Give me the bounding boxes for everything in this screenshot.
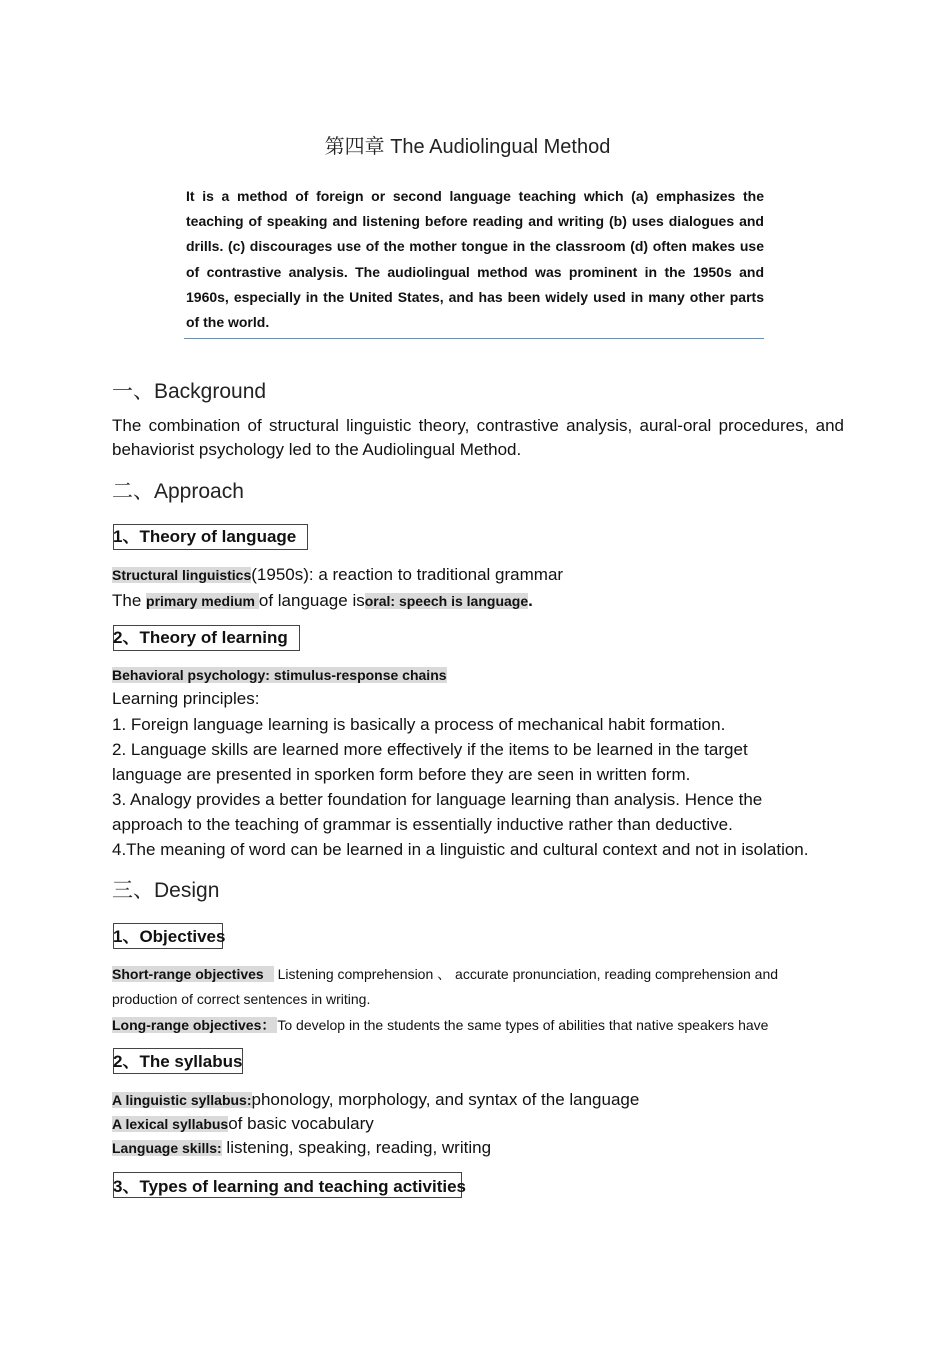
- principle-4: 4.The meaning of word can be learned in a linguistic and cultural context and not in isolation.: [112, 840, 809, 859]
- objectives-heading: 1、Objectives: [113, 927, 226, 946]
- linguistic-syllabus-line: [112, 1088, 639, 1112]
- behavioral-psychology-term: Behavioral psychology: stimulus-response chains: [112, 667, 447, 683]
- activities-heading: 3、Types of learning and teaching activities: [113, 1177, 466, 1196]
- primary-medium-end: .: [528, 591, 533, 610]
- long-range-term: Long-range objectives：: [112, 1017, 276, 1033]
- behavioral-psychology-line: [112, 663, 447, 687]
- language-skills-rest: listening, speaking, reading, writing: [221, 1138, 492, 1157]
- long-range-text: To develop in the students the same types of abilities that native speakers have: [277, 1017, 769, 1033]
- primary-medium-pre: The: [112, 591, 147, 610]
- short-range-text: Listening comprehension 、 accurate pronunciation, reading comprehension and: [277, 966, 779, 982]
- oral-speech-term: oral: speech is language: [364, 593, 529, 609]
- long-range-line: [112, 1013, 768, 1037]
- page-title: 第四章 The Audiolingual Method: [324, 136, 611, 158]
- abstract-divider: [184, 338, 764, 339]
- lexical-syllabus-line: [112, 1112, 374, 1136]
- language-skills-line: [112, 1136, 491, 1160]
- structural-linguistics-rest: (1950s): a reaction to traditional grammar: [251, 565, 564, 584]
- short-range-line: [112, 962, 778, 986]
- language-skills-term: Language skills:: [112, 1140, 222, 1156]
- lexical-syllabus-rest: of basic vocabulary: [228, 1114, 374, 1133]
- lexical-syllabus-term: A lexical syllabus: [112, 1116, 229, 1132]
- primary-medium-line: [112, 589, 533, 613]
- design-heading: 三、Design: [112, 879, 220, 902]
- short-range-term: Short-range objectives: [112, 966, 274, 982]
- syllabus-heading: 2、The syllabus: [113, 1052, 243, 1071]
- learning-principles-label: Learning principles:: [112, 689, 260, 708]
- linguistic-syllabus-rest: phonology, morphology, and syntax of the language: [251, 1090, 640, 1109]
- background-heading: 一、Background: [112, 380, 267, 403]
- principle-2: 2. Language skills are learned more effectively if the items to be learned in the target language are presented in sporken form before they are seen in written form.: [112, 740, 748, 784]
- theory-language-heading: 1、Theory of language: [113, 527, 297, 546]
- approach-heading: 二、Approach: [112, 480, 244, 503]
- background-text: The combination of structural linguistic theory, contrastive analysis, aural-oral procedures, and behaviorist psychology led to the Audiolingual Method.: [112, 416, 844, 459]
- principle-3: 3. Analogy provides a better foundation for language learning than analysis. Hence the approach to the teaching of grammar is essentially inductive rather than deductive.: [112, 790, 763, 834]
- short-range-text-cont: production of correct sentences in writing.: [112, 991, 371, 1007]
- structural-linguistics-term: Structural linguistics: [112, 567, 252, 583]
- principle-1: 1. Foreign language learning is basically a process of mechanical habit formation.: [112, 715, 726, 734]
- primary-medium-mid: of language is: [258, 591, 365, 610]
- abstract: It is a method of foreign or second language teaching which (a) emphasizes the teaching of speaking and listening before reading and writing (b) uses dialogues and drills. (c) discourages use of the mother tongue in the classroom (d) often makes use of contrastive analysis. The audiolingual method was prominent in the 1950s and 1960s, especially in the United States, and has been widely used in many other parts of the world.: [186, 188, 764, 331]
- primary-medium-term: primary medium: [146, 593, 259, 609]
- theory-learning-heading: 2、Theory of learning: [113, 628, 288, 647]
- linguistic-syllabus-term: A linguistic syllabus:: [112, 1092, 252, 1108]
- structural-linguistics-line: [112, 563, 563, 587]
